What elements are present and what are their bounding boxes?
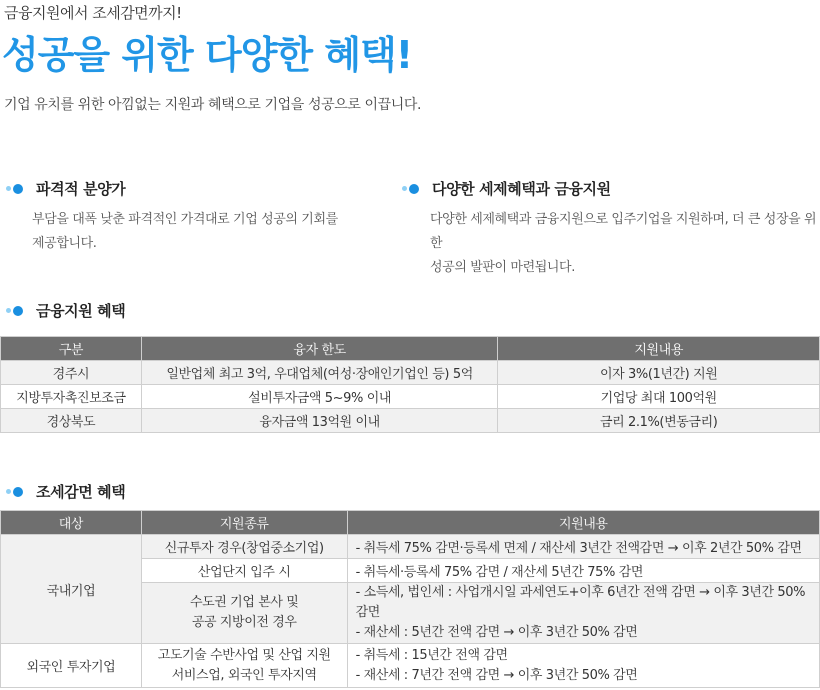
table-cell: [141, 583, 347, 644]
table-cell-target: 외국인 투자기업: [1, 644, 142, 688]
page-headline: 성공을 위한 다양한 혜택!: [2, 33, 413, 77]
table-header-row: [1, 511, 820, 535]
cell-line: 공공 지방이전 경우: [191, 615, 297, 630]
table-cell: 지방투자촉진보조금: [1, 385, 142, 409]
table-cell: 설비투자금액 5~9% 이내: [141, 385, 498, 409]
feature-desc-line: 제공합니다.: [32, 236, 97, 251]
feature-desc-line: 성공의 발판이 마련됩니다.: [430, 260, 575, 275]
table-cell: - 취득세 75% 감면·등록세 면제 / 재산세 3년간 전액감면 → 이후 2년간 50% 감면: [347, 535, 819, 559]
table-header-cell: 대상: [1, 511, 142, 535]
bullet-dots-icon: [6, 184, 28, 194]
cell-line: - 재산세 : 5년간 전액 감면 → 이후 3년간 50% 감면: [355, 625, 638, 640]
cell-line: - 취득세 : 15년간 전액 감면: [355, 647, 508, 663]
feature-desc-line: 부담을 대폭 낮춘 파격적인 가격대로 기업 성공의 기회를: [32, 212, 338, 227]
table-cell: 경주시: [1, 361, 142, 385]
table-header-cell: 지원종류: [141, 511, 347, 535]
table-header-cell: 융자 한도: [141, 337, 498, 361]
table-cell: [347, 644, 819, 688]
feature-desc-tax-finance: [430, 208, 820, 280]
table-row: [1, 409, 820, 433]
table-cell: 금리 2.1%(변동금리): [498, 409, 820, 433]
bullet-dots-icon: [6, 487, 28, 497]
table-header-cell: 지원내용: [498, 337, 820, 361]
section-title: 금융지원 혜택: [36, 302, 126, 320]
table-cell: 경상북도: [1, 409, 142, 433]
section-heading-tax: [6, 481, 125, 502]
table-cell: 일반업체 최고 3억, 우대업체(여성·장애인기업인 등) 5억: [141, 361, 498, 385]
table-row: [1, 535, 820, 559]
cell-line: 고도기술 수반사업 및 산업 지원: [157, 647, 331, 663]
table-header-row: [1, 337, 820, 361]
page-lead-text: 기업 유치를 위한 아낌없는 지원과 혜택으로 기업을 성공으로 이끕니다.: [4, 97, 422, 113]
feature-desc-price: [32, 208, 338, 256]
table-cell-target: 국내기업: [1, 535, 142, 644]
table-cell: [347, 583, 819, 644]
table-row: [1, 385, 820, 409]
table-cell: 융자금액 13억원 이내: [141, 409, 498, 433]
page-subtitle: 금융지원에서 조세감면까지!: [4, 4, 182, 22]
bullet-dots-icon: [6, 306, 28, 316]
feature-heading-tax-finance: [402, 178, 611, 199]
finance-table: [0, 336, 820, 433]
cell-line: - 소득세, 법인세 : 사업개시일 과세연도+이후 6년간 전액 감면 → 이후 3년간 50% 감면: [355, 585, 806, 620]
feature-title: 다양한 세제혜택과 금융지원: [432, 180, 611, 198]
table-cell: 이자 3%(1년간) 지원: [498, 361, 820, 385]
table-header-cell: 구분: [1, 337, 142, 361]
section-heading-finance: [6, 300, 125, 321]
feature-heading-price: [6, 178, 125, 199]
table-row: [1, 361, 820, 385]
feature-desc-line: 다양한 세제혜택과 금융지원으로 입주기업을 지원하며, 더 큰 성장을 위한: [430, 212, 817, 251]
table-cell: [141, 644, 347, 688]
cell-line: - 재산세 : 7년간 전액 감면 → 이후 3년간 50% 감면: [355, 667, 638, 683]
table-row: [1, 644, 820, 688]
table-header-cell: 지원내용: [347, 511, 819, 535]
cell-line: 서비스업, 외국인 투자지역: [171, 667, 317, 683]
section-title: 조세감면 혜택: [36, 483, 126, 501]
table-cell: 기업당 최대 100억원: [498, 385, 820, 409]
tax-table: [0, 510, 820, 688]
table-cell: 산업단지 입주 시: [141, 559, 347, 583]
cell-line: 수도권 기업 본사 및: [189, 595, 299, 610]
table-cell: - 취득세·등록세 75% 감면 / 재산세 5년간 75% 감면: [347, 559, 819, 583]
table-cell: 신규투자 경우(창업중소기업): [141, 535, 347, 559]
feature-title: 파격적 분양가: [36, 180, 126, 198]
bullet-dots-icon: [402, 184, 424, 194]
